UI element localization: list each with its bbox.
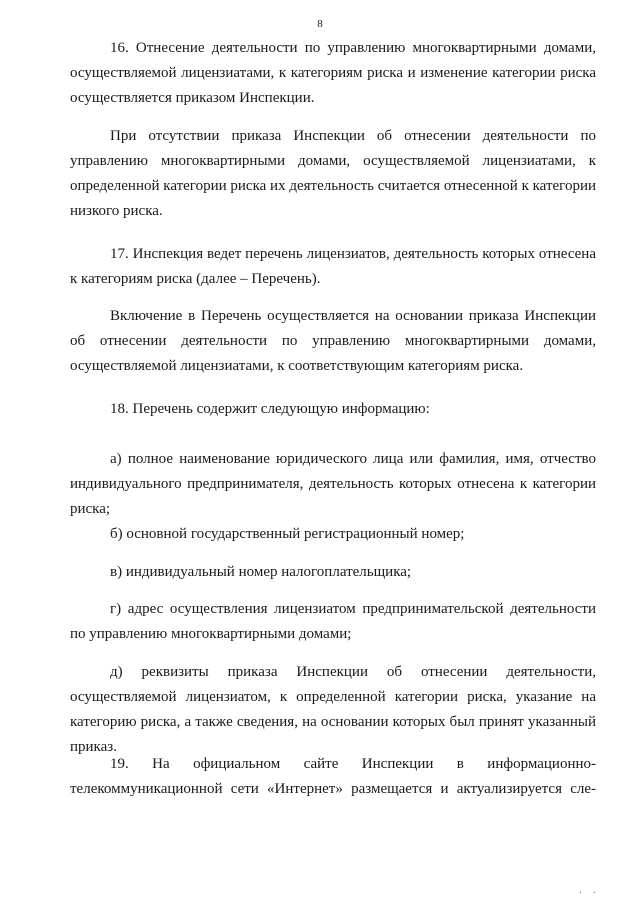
paragraph-16: 16. Отнесение деятельности по управлению многоквартирными домами, осуществляемой лицензиатами, к категориям риска и изменение категории риска осуществляется приказом Инспекции. <box>70 40 596 106</box>
footer-marks: · · <box>578 888 600 899</box>
paragraph-16-addendum: При отсутствии приказа Инспекции об отнесении деятельности по управлению многоквартирными домами, осуществляемой лицензиатами, к определенной категории риска их деятельность считается отнесенной к категории низкого риска. <box>70 128 596 219</box>
list-item-a: а) полное наименование юридического лица или фамилия, имя, отчество индивидуального предпринимателя, деятельность которых отнесена к категории риска; <box>70 451 596 517</box>
list-item-d: д) реквизиты приказа Инспекции об отнесении деятельности, осуществляемой лицензиатом, к определенной категории риска, указание на категорию риска, а также сведения, на основании которых был принят указанный приказ. <box>70 664 596 755</box>
paragraph-19: 19. На официальном сайте Инспекции в информационно-телекоммуникационной сети «Интернет» размещается и актуализируется сле- <box>70 756 596 797</box>
list-item-b: б) основной государственный регистрационный номер; <box>110 526 465 542</box>
paragraph-18: 18. Перечень содержит следующую информацию: <box>110 401 430 417</box>
paragraph-17: 17. Инспекция ведет перечень лицензиатов, деятельность которых отнесена к категориям риска (далее – Перечень). <box>70 246 596 287</box>
page-number: 8 <box>317 18 323 30</box>
list-item-g: г) адрес осуществления лицензиатом предпринимательской деятельности по управлению многоквартирными домами; <box>70 601 596 642</box>
paragraph-17-addendum: Включение в Перечень осуществляется на основании приказа Инспекции об отнесении деятельности по управлению многоквартирными домами, осуществляемой лицензиатами, к соответствующим категориям риска. <box>70 308 596 374</box>
list-item-v: в) индивидуальный номер налогоплательщика; <box>110 564 412 580</box>
